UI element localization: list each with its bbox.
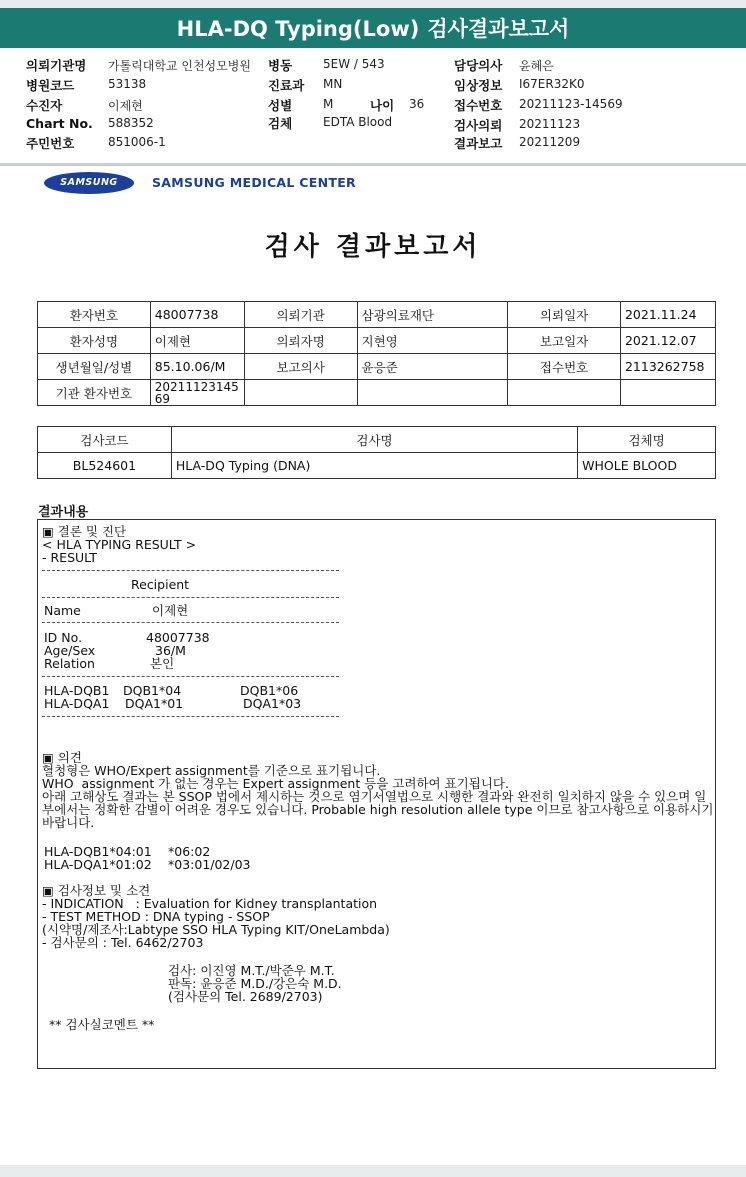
reporting-doctor: 윤응준 <box>357 354 508 380</box>
test-code: BL524601 <box>38 453 172 479</box>
reagent: (시약명/제조사:Labtype SSO HLA Typing KIT/OneLambda) <box>42 922 390 937</box>
title-ko: 검사결과보고서 <box>427 17 570 41</box>
high-res-dqa1-value: *03:01/02/03 <box>168 857 251 872</box>
relation-value: 본인 <box>150 656 175 671</box>
requesting-org: 삼광의료재단 <box>357 302 508 328</box>
table-row <box>38 453 716 479</box>
request-date: 20211123 <box>519 117 581 131</box>
test-info-heading: ▣ 검사정보 및 소견 <box>42 883 151 898</box>
read-by: 판독: 윤응준 M.D./강은숙 M.D. <box>168 976 342 991</box>
specimen-label: 검체 <box>268 116 293 131</box>
department-label: 진료과 <box>268 78 305 93</box>
result-label: - RESULT <box>42 550 98 565</box>
table-row <box>38 302 716 328</box>
agesex-value: 36/M <box>155 643 186 658</box>
patient-name-label: 환자성명 <box>38 328 151 354</box>
birth-sex-label: 생년월일/성별 <box>38 354 151 380</box>
table-row <box>38 354 716 380</box>
opinion-line-2: WHO assignment 가 없는 경우는 Expert assignment 등을 고려하여 표기됩니다. <box>42 776 509 791</box>
requester-label: 의뢰자명 <box>244 328 357 354</box>
contact: (검사문의 Tel. 2689/2703) <box>168 989 323 1004</box>
specimen-header: 검체명 <box>578 427 716 453</box>
id-label: ID No. <box>44 630 83 645</box>
test-name-header: 검사명 <box>171 427 577 453</box>
chart-no-label: Chart No. <box>26 116 93 131</box>
institution-patient-no-line1: 20211123145 <box>154 379 239 394</box>
results-box <box>37 519 716 1069</box>
typing-title: < HLA TYPING RESULT > <box>42 537 197 552</box>
specimen: EDTA Blood <box>323 115 393 129</box>
page-title: 검사 결과보고서 <box>264 232 482 262</box>
ward: 5EW / 543 <box>323 57 385 71</box>
high-res-dqa1-label: HLA-DQA1*01:02 <box>44 857 152 872</box>
institution-patient-no-label: 기관 환자번호 <box>38 380 151 406</box>
empty-cell <box>357 380 508 406</box>
results-heading: 결과내용 <box>38 505 89 520</box>
sex: M <box>323 97 334 111</box>
ward-label: 병동 <box>268 58 293 73</box>
hospital-code-label: 병원코드 <box>26 78 75 93</box>
report-date: 20211209 <box>519 135 581 149</box>
patient-no-label: 환자번호 <box>38 302 151 328</box>
recipient-label: 수진자 <box>26 98 63 113</box>
top-band <box>0 0 746 8</box>
lab-comment: ** 검사실코멘트 ** <box>49 1017 155 1032</box>
empty-cell <box>244 380 357 406</box>
institution-patient-no <box>150 380 244 406</box>
age-label: 나이 <box>370 98 395 113</box>
opinion-heading: ▣ 의견 <box>42 750 82 765</box>
clinical-info: I67ER32K0 <box>519 77 585 91</box>
divider <box>42 570 339 571</box>
test-method: - TEST METHOD : DNA typing - SSOP <box>42 909 270 924</box>
clinical-info-label: 임상정보 <box>454 78 503 93</box>
tested-by: 검사: 이진영 M.T./박준우 M.T. <box>168 963 335 978</box>
request-date-label: 의뢰일자 <box>508 302 621 328</box>
table-row <box>38 380 716 406</box>
patient-no: 48007738 <box>150 302 244 328</box>
dqb1-allele-2: DQB1*06 <box>240 683 299 698</box>
institution-patient-no-line2: 69 <box>154 391 171 406</box>
dqa1-label: HLA-DQA1 <box>44 696 110 711</box>
report-date-label: 보고일자 <box>508 328 621 354</box>
dqa1-allele-1: DQA1*01 <box>125 696 184 711</box>
opinion-line-1: 혈청형은 WHO/Expert assignment를 기준으로 표기됩니다. <box>42 763 381 778</box>
dqa1-allele-2: DQA1*03 <box>243 696 302 711</box>
dqb1-label: HLA-DQB1 <box>44 683 110 698</box>
report-date: 2021.12.07 <box>620 328 715 354</box>
receipt-no: 20211123-14569 <box>519 97 623 111</box>
indication: - INDICATION : Evaluation for Kidney transplantation <box>42 896 378 911</box>
medical-center-name: SAMSUNG MEDICAL CENTER <box>152 175 356 190</box>
resident-no: 851006-1 <box>108 135 166 149</box>
opinion-paragraph: 아래 고해상도 결과는 본 SSOP 법에서 제시하는 것으로 염기서열법으로 시행한 결과와 완전히 일치하지 않을 수 있으며 일부에서는 정확한 감별이 어려운 경우도 있습니다. Probable high resolution allele type 이므로 참고사항으로 이용하시기 바랍니다. <box>42 789 714 830</box>
hospital-code: 53138 <box>108 77 147 91</box>
patient-info-header <box>0 52 746 154</box>
patient-name: 이제현 <box>150 328 244 354</box>
test-code-header: 검사코드 <box>38 427 172 453</box>
requester: 지현영 <box>357 328 508 354</box>
table-header-row <box>38 427 716 453</box>
recipient-column: Recipient <box>131 577 190 592</box>
agesex-label: Age/Sex <box>44 643 96 658</box>
attending-label: 담당의사 <box>454 58 503 73</box>
header-divider <box>0 163 746 166</box>
high-res-dqb1-label: HLA-DQB1*04:01 <box>44 844 152 859</box>
patient-table <box>37 301 716 406</box>
table-row <box>38 328 716 354</box>
test-table <box>37 426 716 479</box>
divider <box>42 676 339 677</box>
resident-no-label: 주민번호 <box>26 136 75 151</box>
dqb1-allele-1: DQB1*04 <box>123 683 182 698</box>
bottom-band <box>0 1165 746 1177</box>
relation-label: Relation <box>44 656 95 671</box>
receipt-no: 2113262758 <box>620 354 715 380</box>
request-date-label: 검사의뢰 <box>454 118 503 133</box>
requesting-hospital: 가톨릭대학교 인천성모병원 <box>108 59 251 73</box>
empty-cell <box>620 380 715 406</box>
specimen-name: WHOLE BLOOD <box>578 453 716 479</box>
inquiry: - 검사문의 : Tel. 6462/2703 <box>42 935 204 950</box>
empty-cell <box>508 380 621 406</box>
conclusion-heading: ▣ 결론 및 진단 <box>42 524 127 539</box>
requesting-org-label: 의뢰기관 <box>244 302 357 328</box>
high-res-dqb1-value: *06:02 <box>168 844 211 859</box>
recipient: 이제현 <box>108 99 143 113</box>
department: MN <box>323 77 343 91</box>
samsung-logo: SAMSUNG <box>44 172 134 194</box>
requesting-hospital-label: 의뢰기관명 <box>26 58 87 73</box>
chart-no: 588352 <box>108 116 154 130</box>
title-en: HLA-DQ Typing(Low) <box>176 17 420 41</box>
id-value: 48007738 <box>146 630 210 645</box>
reporting-doctor-label: 보고의사 <box>244 354 357 380</box>
request-date: 2021.11.24 <box>620 302 715 328</box>
divider <box>42 716 339 717</box>
divider <box>42 622 339 623</box>
receipt-no-label: 접수번호 <box>508 354 621 380</box>
divider <box>42 597 339 598</box>
sex-label: 성별 <box>268 98 293 113</box>
report-date-label: 결과보고 <box>454 136 503 151</box>
report-title-bar <box>0 8 746 48</box>
birth-sex: 85.10.06/M <box>150 354 244 380</box>
attending: 윤혜은 <box>519 59 554 73</box>
test-name: HLA-DQ Typing (DNA) <box>171 453 577 479</box>
name-label: Name <box>44 603 81 618</box>
name-value: 이제현 <box>152 603 189 618</box>
receipt-no-label: 접수번호 <box>454 98 503 113</box>
age: 36 <box>409 97 425 111</box>
